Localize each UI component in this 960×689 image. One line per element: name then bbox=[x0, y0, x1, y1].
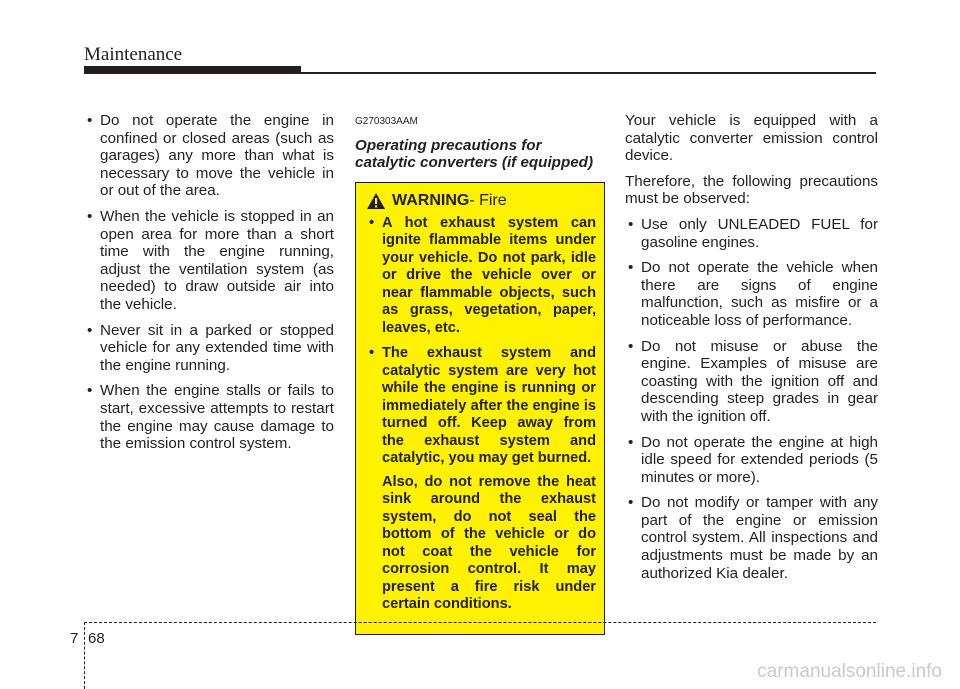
warning-extra-text: Also, do not remove the heat sink around the exhaust system, do not seal the bottom of the vehicle or do not coat the vehicle for corrosion control. It may present a fire risk under certain conditions. bbox=[382, 473, 596, 613]
warning-header bbox=[366, 192, 596, 210]
warning-item bbox=[366, 345, 596, 614]
right-column bbox=[625, 112, 878, 590]
section-title: Operating precautions for catalytic converters (if equipped) bbox=[355, 136, 594, 172]
left-column bbox=[84, 112, 334, 461]
warning-list bbox=[366, 215, 596, 614]
list-item: • Do not modify or tamper with any part of the engine or emission control system. All inspections and adjustments must be made by an authorized Kia dealer. bbox=[625, 494, 878, 582]
precautions-list bbox=[625, 216, 878, 582]
list-item: • Do not misuse or abuse the engine. Examples of misuse are coasting with the ignition off and descending steep grades in gear with the ignition off. bbox=[625, 338, 878, 426]
precautions-paragraph: Therefore, the following precautions must be observed: bbox=[625, 172, 878, 208]
warning-box bbox=[355, 182, 605, 635]
watermark: carmanualsonline.info bbox=[757, 661, 942, 682]
list-item: • When the vehicle is stopped in an open area for more than a short time with the engine running, adjust the ventilation system (as needed) to draw outside air into the vehicle. bbox=[84, 208, 334, 314]
footer-divider bbox=[84, 622, 85, 689]
intro-paragraph: Your vehicle is equipped with a catalytic converter emission control device. bbox=[625, 112, 878, 165]
warning-type: - Fire bbox=[469, 191, 507, 209]
list-item: • When the engine stalls or fails to start, excessive attempts to restart the engine may cause damage to the emission control system. bbox=[84, 382, 334, 452]
list-item: • Do not operate the engine at high idle speed for extended periods (5 minutes or more). bbox=[625, 434, 878, 487]
engine-operation-list bbox=[84, 112, 334, 453]
middle-column bbox=[355, 112, 605, 635]
page-header-title: Maintenance bbox=[84, 44, 183, 65]
chapter-number: 7 bbox=[70, 630, 79, 647]
warning-item-text: The exhaust system and catalytic system are very hot while the engine is running or immediately after the engine is turned off. Keep away from the exhaust system and catalytic, you may get burned. bbox=[382, 345, 596, 467]
warning-triangle-icon bbox=[366, 192, 386, 210]
section-code: G270303AAM bbox=[355, 116, 418, 127]
header-rule bbox=[84, 72, 876, 74]
list-item: • Do not operate the engine in confined or closed areas (such as garages) any more than what is necessary to move the vehicle in or out of the area. bbox=[84, 112, 334, 200]
list-item: • Never sit in a parked or stopped vehicle for any extended time with the engine running. bbox=[84, 322, 334, 375]
page-number: 68 bbox=[88, 630, 105, 647]
warning-label: WARNING bbox=[392, 191, 470, 209]
warning-item: • A hot exhaust system can ignite flammable items under your vehicle. Do not park, idle or drive the vehicle over or near flammable objects, such as grass, vegetation, paper, leaves, etc. bbox=[366, 215, 596, 338]
list-item: • Use only UNLEADED FUEL for gasoline engines. bbox=[625, 216, 878, 251]
footer-rule bbox=[84, 622, 876, 623]
list-item: • Do not operate the vehicle when there are signs of engine malfunction, such as misfire or a noticeable loss of performance. bbox=[625, 259, 878, 329]
